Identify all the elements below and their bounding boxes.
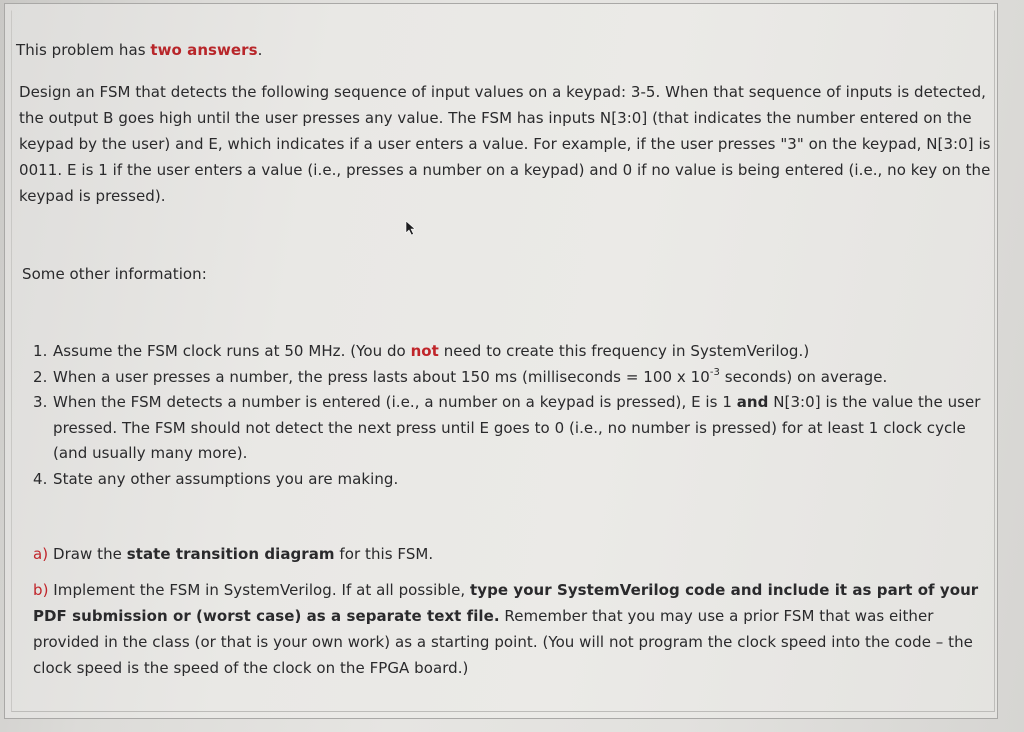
list-item xyxy=(33,365,983,391)
list-item-text: State any other assumptions you are making. xyxy=(53,469,399,488)
list-item-number: 3. xyxy=(33,393,48,411)
part-b-text: Implement the FSM in SystemVerilog. If at all possible, xyxy=(48,581,471,599)
other-info-heading: Some other information: xyxy=(22,265,207,283)
problem-description: Design an FSM that detects the following sequence of input values on a keypad: 3-5. When that sequence of inputs is detected, the output B goes high until the user presses any value. The FSM has inputs N[3:0] (that indicates the number entered on the keypad by the user) and E, which indicates if a user enters a value. For example, if the user presses "3" on the keypad, N[3:0] is 0011. E is 1 if the user enters a value (i.e., presses a number on a keypad) and 0 if no value is being entered (i.e., no key on the keypad is pressed). xyxy=(19,83,991,205)
list-item-number: 2. xyxy=(33,367,48,386)
other-info-list xyxy=(33,339,983,492)
part-a-bold: state transition diagram xyxy=(126,545,335,563)
list-item-text: When a user presses a number, the press lasts about 150 ms (milliseconds = 100 x 10 xyxy=(53,367,710,386)
problem-card xyxy=(4,3,998,719)
part-b-bold: type your SystemVerilog code and include it as part of your PDF submission or (worst case) as a separate text file. xyxy=(33,581,979,625)
list-item xyxy=(33,339,983,365)
list-item-text-after: N[3:0] is the value the user pressed. The FSM should not detect the next press until E goes to 0 (i.e., no number is pressed) for at least 1 clock cycle (and usually many more). xyxy=(53,393,981,462)
list-item-text-after: need to create this frequency in SystemVerilog.) xyxy=(438,342,810,360)
list-item-bold: and xyxy=(736,393,769,411)
intro-highlight: two answers xyxy=(150,41,258,59)
part-b-text-after: Remember that you may use a prior FSM that was either provided in the class (or that is your own work) as a starting point. (You will not program the clock speed into the code – the clock speed is the speed of the clock on the FPGA board.) xyxy=(33,607,973,677)
part-a-text-after: for this FSM. xyxy=(334,545,434,563)
part-b xyxy=(33,577,988,681)
part-a-label: a) xyxy=(33,545,49,563)
part-a xyxy=(33,541,983,567)
list-item-number: 1. xyxy=(33,342,48,360)
intro-suffix: . xyxy=(257,41,263,59)
part-a-text: Draw the xyxy=(48,545,127,563)
intro-prefix: This problem has xyxy=(16,41,151,59)
list-item xyxy=(33,390,983,467)
list-item-text-after: seconds) on average. xyxy=(719,367,888,386)
list-item-emphasis: not xyxy=(410,342,439,360)
list-item-text: When the FSM detects a number is entered (i.e., a number on a keypad is pressed), E is 1 xyxy=(53,393,737,411)
part-b-label: b) xyxy=(33,581,49,599)
intro-line xyxy=(16,37,956,63)
list-item-superscript: -3 xyxy=(709,366,720,378)
list-item xyxy=(33,467,983,493)
list-item-text: Assume the FSM clock runs at 50 MHz. (You do xyxy=(53,342,411,360)
mouse-pointer-icon xyxy=(404,220,418,240)
list-item-number: 4. xyxy=(33,469,48,488)
